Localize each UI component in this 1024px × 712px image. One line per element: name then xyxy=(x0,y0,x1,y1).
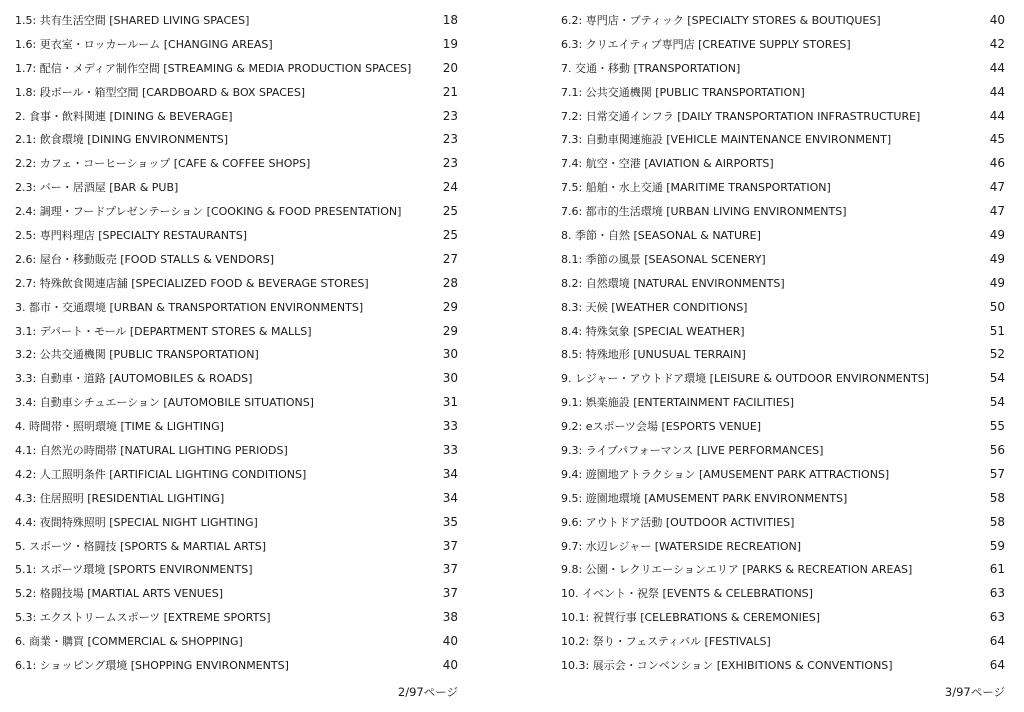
toc-entry-title: 2.5: 専門料理店 [SPECIALTY RESTAURANTS] xyxy=(15,229,248,243)
toc-entry-page-number: 63 xyxy=(989,610,1005,625)
toc-entry-page-number: 29 xyxy=(442,323,458,338)
toc-entry-page-number: 58 xyxy=(989,490,1005,505)
toc-entry-page-number: 23 xyxy=(442,132,458,147)
page-footer-left: 2/97ページ xyxy=(397,685,458,699)
toc-entry[interactable] xyxy=(561,176,1005,200)
toc-entry-title: 10.2: 祭り・フェスティバル [FESTIVALS] xyxy=(561,635,771,649)
toc-entry[interactable] xyxy=(561,582,1005,606)
toc-entry-page-number: 52 xyxy=(989,347,1005,362)
toc-entry-page-number: 49 xyxy=(989,228,1005,243)
toc-entry-title: 9.2: eスポーツ会場 [ESPORTS VENUE] xyxy=(561,420,762,434)
toc-entry-page-number: 38 xyxy=(442,610,458,625)
toc-entry-page-number: 31 xyxy=(442,395,458,410)
toc-entry-title: 6.3: クリエイティブ専門店 [CREATIVE SUPPLY STORES] xyxy=(561,37,851,51)
toc-entry-page-number: 42 xyxy=(989,36,1005,51)
toc-entry-title: 3.3: 自動車・道路 [AUTOMOBILES & ROADS] xyxy=(15,372,253,386)
toc-entry-page-number: 21 xyxy=(442,84,458,99)
toc-entry[interactable] xyxy=(561,391,1005,415)
toc-entry[interactable] xyxy=(15,535,458,559)
toc-entry-title: 6.2: 専門店・ブティック [SPECIALTY STORES & BOUTIQUES] xyxy=(561,14,881,27)
toc-entry[interactable] xyxy=(561,200,1005,224)
toc-entry-title: 7.3: 自動車関連施設 [VEHICLE MAINTENANCE ENVIRONMENT] xyxy=(561,133,892,147)
toc-entry-title: 4.4: 夜間特殊照明 [SPECIAL NIGHT LIGHTING] xyxy=(15,515,258,529)
toc-entry[interactable] xyxy=(15,57,458,81)
toc-entry-title: 7.5: 船舶・水上交通 [MARITIME TRANSPORTATION] xyxy=(561,181,831,195)
toc-entry-page-number: 49 xyxy=(989,251,1005,266)
toc-page-left xyxy=(15,9,458,678)
toc-entry-page-number: 37 xyxy=(442,538,458,553)
toc-entry-page-number: 25 xyxy=(442,228,458,243)
toc-entry-title: 9.7: 水辺レジャー [WATERSIDE RECREATION] xyxy=(561,539,802,553)
toc-entry-page-number: 40 xyxy=(442,634,458,649)
toc-entry[interactable] xyxy=(15,176,458,200)
toc-entry-page-number: 54 xyxy=(989,395,1005,410)
toc-entry[interactable] xyxy=(561,654,1005,678)
toc-entry-page-number: 34 xyxy=(442,466,458,481)
toc-entry-title: 9.1: 娯楽施設 [ENTERTAINMENT FACILITIES] xyxy=(561,396,795,410)
toc-entry-title: 10.1: 祝賀行事 [CELEBRATIONS & CEREMONIES] xyxy=(561,611,821,625)
toc-entry-page-number: 25 xyxy=(442,204,458,219)
toc-entry[interactable] xyxy=(15,558,458,582)
toc-entry-page-number: 58 xyxy=(989,514,1005,529)
toc-entry[interactable] xyxy=(561,535,1005,559)
toc-entry-title: 9.5: 遊園地環境 [AMUSEMENT PARK ENVIRONMENTS] xyxy=(561,491,848,505)
toc-entry[interactable] xyxy=(15,200,458,224)
toc-entry[interactable] xyxy=(15,606,458,630)
toc-entry-page-number: 64 xyxy=(989,658,1005,673)
toc-entry[interactable] xyxy=(561,558,1005,582)
toc-entry-title: 7.1: 公共交通機関 [PUBLIC TRANSPORTATION] xyxy=(561,85,805,99)
toc-entry[interactable] xyxy=(561,415,1005,439)
toc-entry-title: 9.8: 公園・レクリエーションエリア [PARKS & RECREATION AREAS] xyxy=(561,563,913,577)
toc-entry-page-number: 23 xyxy=(442,108,458,123)
toc-entry[interactable] xyxy=(561,463,1005,487)
toc-entry-page-number: 46 xyxy=(989,156,1005,171)
toc-entry-page-number: 44 xyxy=(989,84,1005,99)
toc-entry[interactable] xyxy=(561,81,1005,105)
toc-entry-page-number: 44 xyxy=(989,108,1005,123)
toc-entry-title: 7. 交通・移動 [TRANSPORTATION] xyxy=(561,61,741,75)
toc-entry[interactable] xyxy=(15,9,458,33)
toc-entry[interactable] xyxy=(561,343,1005,367)
toc-entry-title: 5.1: スポーツ環境 [SPORTS ENVIRONMENTS] xyxy=(15,563,253,577)
toc-entry-page-number: 59 xyxy=(989,538,1005,553)
toc-entry-title: 9. レジャー・アウトドア環境 [LEISURE & OUTDOOR ENVIRONMENTS] xyxy=(561,372,929,386)
toc-entry[interactable] xyxy=(15,152,458,176)
toc-entry[interactable] xyxy=(561,248,1005,272)
page-footer-right: 3/97ページ xyxy=(944,685,1005,699)
toc-entry-page-number: 28 xyxy=(442,275,458,290)
toc-entry-title: 5. スポーツ・格闘技 [SPORTS & MARTIAL ARTS] xyxy=(15,539,267,553)
toc-entry-page-number: 47 xyxy=(989,180,1005,195)
toc-entry[interactable] xyxy=(15,81,458,105)
toc-entry-page-number: 24 xyxy=(442,180,458,195)
toc-entry-title: 2.7: 特殊飲食関連店舗 [SPECIALIZED FOOD & BEVERAGE STORES] xyxy=(15,276,369,290)
toc-entry-title: 1.6: 更衣室・ロッカールーム [CHANGING AREAS] xyxy=(15,37,273,51)
toc-entry[interactable] xyxy=(15,320,458,344)
toc-entry[interactable] xyxy=(561,128,1005,152)
toc-entry-title: 2.3: バー・居酒屋 [BAR & PUB] xyxy=(15,181,179,195)
toc-entry[interactable] xyxy=(15,630,458,654)
toc-entry[interactable] xyxy=(15,367,458,391)
toc-entry-page-number: 61 xyxy=(989,562,1005,577)
toc-entry-title: 8.1: 季節の風景 [SEASONAL SCENERY] xyxy=(561,252,766,266)
toc-entry-page-number: 35 xyxy=(442,514,458,529)
toc-entry[interactable] xyxy=(15,33,458,57)
toc-entry-page-number: 51 xyxy=(989,323,1005,338)
toc-entry-page-number: 33 xyxy=(442,443,458,458)
toc-entry[interactable] xyxy=(15,296,458,320)
toc-entry[interactable] xyxy=(15,511,458,535)
toc-entry-title: 2.6: 屋台・移動販売 [FOOD STALLS & VENDORS] xyxy=(15,252,275,266)
toc-entry[interactable] xyxy=(561,367,1005,391)
toc-entry-page-number: 54 xyxy=(989,371,1005,386)
toc-entry-title: 6.1: ショッピング環境 [SHOPPING ENVIRONMENTS] xyxy=(15,659,289,673)
toc-entry[interactable] xyxy=(561,511,1005,535)
toc-entry[interactable] xyxy=(15,105,458,129)
toc-entry-page-number: 55 xyxy=(989,419,1005,434)
toc-entry-title: 8.4: 特殊気象 [SPECIAL WEATHER] xyxy=(561,324,745,338)
toc-entry-page-number: 44 xyxy=(989,60,1005,75)
toc-entry-title: 2.2: カフェ・コーヒーショップ [CAFE & COFFEE SHOPS] xyxy=(15,157,311,171)
toc-entry[interactable] xyxy=(561,296,1005,320)
toc-entry[interactable] xyxy=(15,248,458,272)
toc-entry-title: 4.2: 人工照明条件 [ARTIFICIAL LIGHTING CONDITIONS] xyxy=(15,467,307,481)
toc-entry-page-number: 30 xyxy=(442,371,458,386)
toc-entry[interactable] xyxy=(561,9,1005,33)
toc-entry-title: 8.3: 天候 [WEATHER CONDITIONS] xyxy=(561,300,748,314)
toc-entry[interactable] xyxy=(15,224,458,248)
toc-entry[interactable] xyxy=(561,152,1005,176)
toc-entry[interactable] xyxy=(561,105,1005,129)
toc-entry-page-number: 49 xyxy=(989,275,1005,290)
toc-entry-page-number: 57 xyxy=(989,466,1005,481)
toc-entry-page-number: 50 xyxy=(989,299,1005,314)
toc-entry[interactable] xyxy=(561,606,1005,630)
toc-entry[interactable] xyxy=(15,391,458,415)
toc-entry-title: 9.3: ライブパフォーマンス [LIVE PERFORMANCES] xyxy=(561,444,824,458)
toc-entry-page-number: 37 xyxy=(442,562,458,577)
toc-entry-title: 3.4: 自動車シチュエーション [AUTOMOBILE SITUATIONS] xyxy=(15,396,314,410)
toc-entry-title: 4.1: 自然光の時間帯 [NATURAL LIGHTING PERIODS] xyxy=(15,444,288,458)
toc-entry[interactable] xyxy=(561,57,1005,81)
toc-entry-page-number: 37 xyxy=(442,586,458,601)
toc-entry[interactable] xyxy=(15,487,458,511)
toc-entry-title: 10. イベント・祝祭 [EVENTS & CELEBRATIONS] xyxy=(561,587,813,601)
toc-entry-title: 3.2: 公共交通機関 [PUBLIC TRANSPORTATION] xyxy=(15,348,259,362)
toc-entry-title: 7.4: 航空・空港 [AVIATION & AIRPORTS] xyxy=(561,157,774,171)
toc-entry-title: 10.3: 展示会・コンベンション [EXHIBITIONS & CONVENTIONS] xyxy=(561,659,893,673)
toc-entry[interactable] xyxy=(561,33,1005,57)
toc-entry-title: 8. 季節・自然 [SEASONAL & NATURE] xyxy=(561,229,761,243)
toc-entry-title: 6. 商業・購買 [COMMERCIAL & SHOPPING] xyxy=(15,635,243,649)
toc-entry-title: 9.4: 遊園地アトラクション [AMUSEMENT PARK ATTRACTIONS] xyxy=(561,467,890,481)
toc-entry-page-number: 40 xyxy=(989,13,1005,27)
toc-entry-page-number: 30 xyxy=(442,347,458,362)
toc-entry-page-number: 47 xyxy=(989,204,1005,219)
toc-entry-title: 1.8: 段ボール・箱型空間 [CARDBOARD & BOX SPACES] xyxy=(15,85,306,99)
toc-entry[interactable] xyxy=(15,128,458,152)
toc-entry[interactable] xyxy=(561,439,1005,463)
toc-entry[interactable] xyxy=(15,654,458,678)
toc-entry-page-number: 20 xyxy=(442,60,458,75)
toc-entry-title: 2.1: 飲食環境 [DINING ENVIRONMENTS] xyxy=(15,133,229,147)
toc-entry-title: 2. 食事・飲料関連 [DINING & BEVERAGE] xyxy=(15,109,233,123)
toc-entry-page-number: 63 xyxy=(989,586,1005,601)
toc-entry[interactable] xyxy=(15,415,458,439)
toc-entry-page-number: 56 xyxy=(989,443,1005,458)
toc-entry-title: 9.6: アウトドア活動 [OUTDOOR ACTIVITIES] xyxy=(561,515,795,529)
toc-entry[interactable] xyxy=(561,487,1005,511)
toc-entry-title: 8.5: 特殊地形 [UNUSUAL TERRAIN] xyxy=(561,348,746,362)
toc-entry-title: 2.4: 調理・フードプレゼンテーション [COOKING & FOOD PRESENTATION] xyxy=(15,205,402,219)
toc-entry-title: 8.2: 自然環境 [NATURAL ENVIRONMENTS] xyxy=(561,276,785,290)
toc-entry-title: 7.2: 日常交通インフラ [DAILY TRANSPORTATION INFRASTRUCTURE] xyxy=(561,109,921,123)
toc-entry[interactable] xyxy=(561,272,1005,296)
toc-entry-page-number: 18 xyxy=(442,13,458,27)
toc-entry-page-number: 45 xyxy=(989,132,1005,147)
toc-entry-title: 7.6: 都市的生活環境 [URBAN LIVING ENVIRONMENTS] xyxy=(561,205,847,219)
toc-entry-title: 4. 時間帯・照明環境 [TIME & LIGHTING] xyxy=(15,420,224,434)
toc-entry-title: 1.7: 配信・メディア制作空間 [STREAMING & MEDIA PRODUCTION SPACES] xyxy=(15,61,412,75)
toc-entry-title: 5.2: 格闘技場 [MARTIAL ARTS VENUES] xyxy=(15,587,224,601)
toc-entry[interactable] xyxy=(561,224,1005,248)
toc-entry-page-number: 27 xyxy=(442,251,458,266)
toc-entry-title: 3. 都市・交通環境 [URBAN & TRANSPORTATION ENVIRONMENTS] xyxy=(15,300,364,314)
toc-entry[interactable] xyxy=(15,272,458,296)
toc-entry[interactable] xyxy=(15,582,458,606)
toc-entry-page-number: 23 xyxy=(442,156,458,171)
toc-page-right xyxy=(561,9,1005,678)
toc-entry-title: 3.1: デパート・モール [DEPARTMENT STORES & MALLS] xyxy=(15,324,312,338)
toc-entry-page-number: 40 xyxy=(442,658,458,673)
toc-entry[interactable] xyxy=(561,630,1005,654)
toc-entry-page-number: 34 xyxy=(442,490,458,505)
toc-entry[interactable] xyxy=(15,463,458,487)
toc-entry-page-number: 29 xyxy=(442,299,458,314)
toc-entry[interactable] xyxy=(15,343,458,367)
toc-entry[interactable] xyxy=(561,320,1005,344)
toc-entry-title: 1.5: 共有生活空間 [SHARED LIVING SPACES] xyxy=(15,14,250,27)
toc-entry-page-number: 64 xyxy=(989,634,1005,649)
toc-entry[interactable] xyxy=(15,439,458,463)
toc-entry-title: 5.3: エクストリームスポーツ [EXTREME SPORTS] xyxy=(15,611,271,625)
toc-entry-page-number: 33 xyxy=(442,419,458,434)
toc-entry-page-number: 19 xyxy=(442,36,458,51)
toc-entry-title: 4.3: 住居照明 [RESIDENTIAL LIGHTING] xyxy=(15,491,225,505)
